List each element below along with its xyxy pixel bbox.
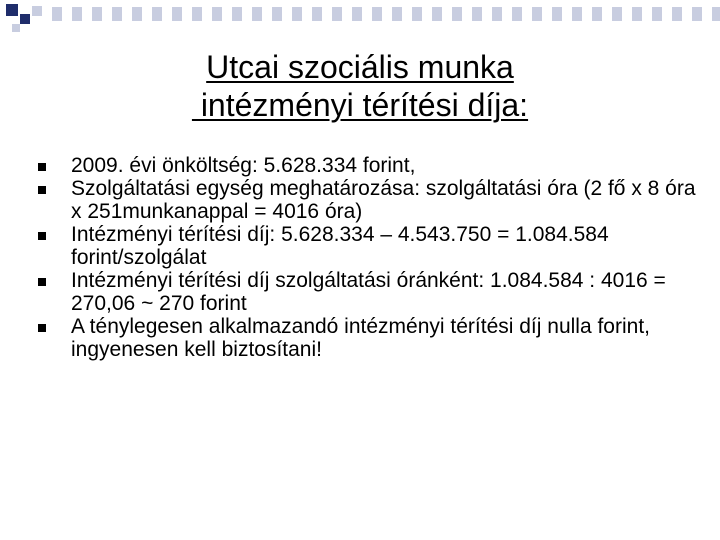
- square-bullet-icon: [38, 186, 46, 194]
- bullet-list: [38, 154, 698, 361]
- list-item: [38, 154, 698, 177]
- square-bullet-icon: [38, 232, 46, 240]
- list-item: [38, 223, 698, 269]
- slide-title-line-2: intézményi térítési díja:: [191, 87, 529, 123]
- bullet-text: A ténylegesen alkalmazandó intézményi térítési díj nulla forint, ingyenesen kell biztosítani!: [71, 315, 650, 361]
- list-item: [38, 315, 698, 361]
- bullet-text: Intézményi térítési díj: 5.628.334 – 4.543.750 = 1.084.584 forint/szolgálat: [71, 223, 609, 269]
- bullet-text: 2009. évi önköltség: 5.628.334 forint,: [71, 154, 416, 177]
- bullet-text: Intézményi térítési díj szolgáltatási óránként: 1.084.584 : 4016 = 270,06 ~ 270 forint: [71, 269, 666, 315]
- bullet-text: Szolgáltatási egység meghatározása: szolgáltatási óra (2 fő x 8 óra x 251munkanappal = 4016 óra): [71, 177, 696, 223]
- square-bullet-icon: [38, 163, 46, 171]
- header-decoration: [0, 0, 720, 50]
- slide-title-line-1: Utcai szociális munka: [206, 49, 514, 85]
- square-bullet-icon: [38, 278, 46, 286]
- square-bullet-icon: [38, 324, 46, 332]
- list-item: [38, 177, 698, 223]
- slide-title: [0, 48, 720, 124]
- list-item: [38, 269, 698, 315]
